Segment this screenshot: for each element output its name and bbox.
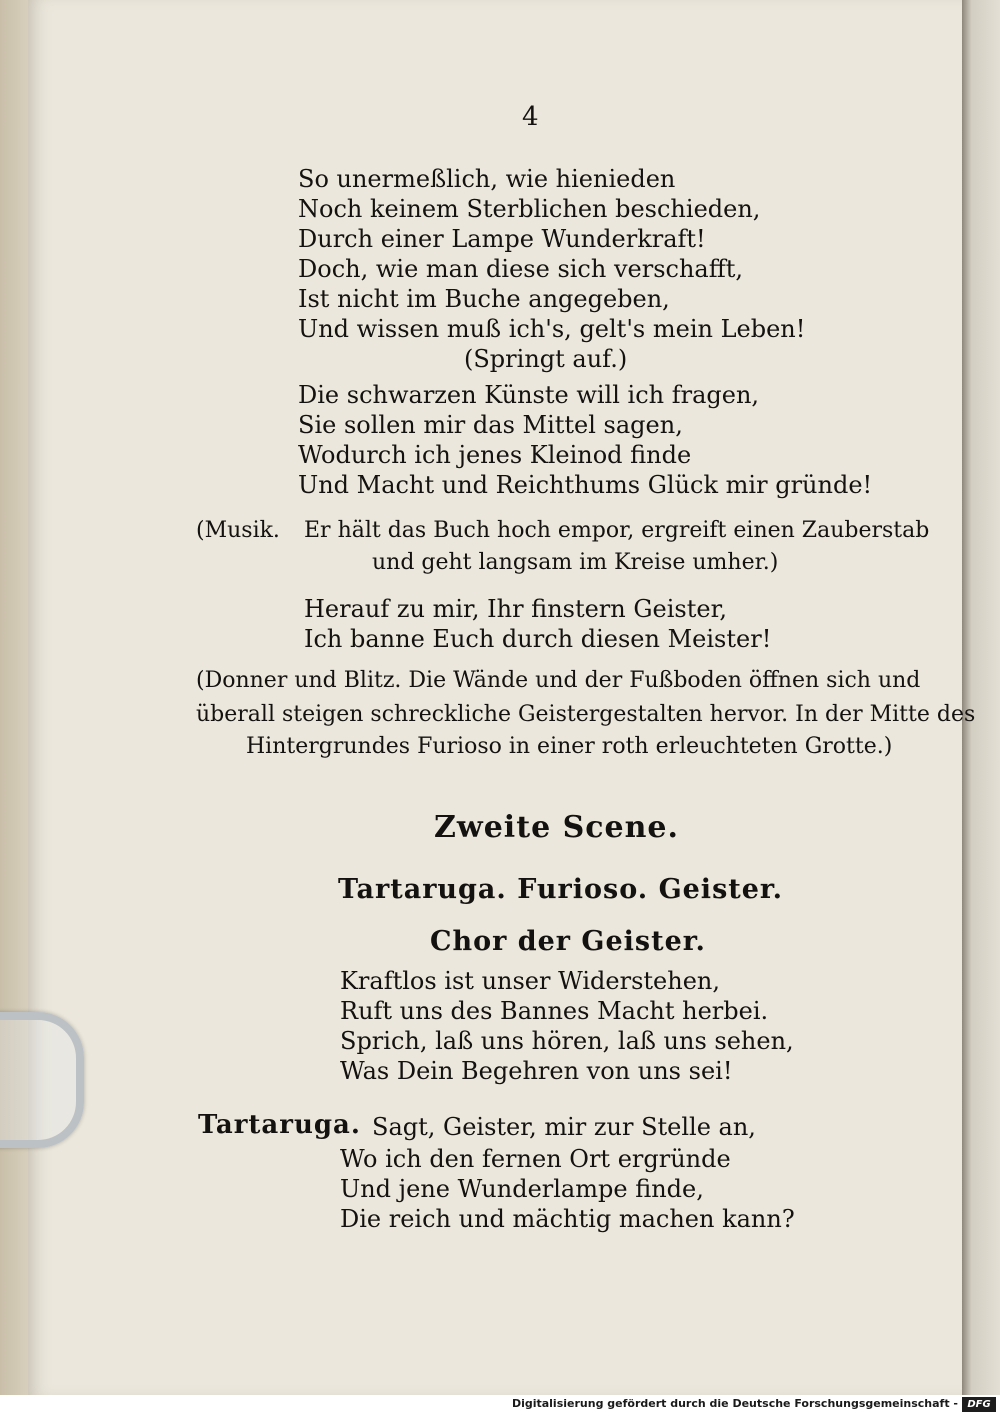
verse-line: Ruft uns des Bannes Macht herbei. [340, 997, 769, 1025]
stage-direction-donner: Hintergrundes Furioso in einer roth erleuchteten Grotte.) [246, 734, 893, 759]
verse-line: Wo ich den fernen Ort ergründe [340, 1145, 731, 1173]
verse-line: So unermeßlich, wie hienieden [298, 165, 676, 193]
verse-line: Und wissen muß ich's, gelt's mein Leben! [298, 315, 806, 343]
footer-credit: Digitalisierung gefördert durch die Deutsche Forschungsgemeinschaft - [511, 1397, 958, 1410]
stage-direction-musik-lead: (Musik. [196, 518, 280, 543]
digitization-footer [0, 1395, 1000, 1416]
stage-direction-musik-line: und geht langsam im Kreise umher.) [372, 550, 779, 575]
verse-block-1 [298, 164, 805, 344]
stage-direction-springt: (Springt auf.) [464, 345, 628, 373]
scene-title: Zweite Scene. [434, 810, 679, 845]
stage-direction-musik-line: Er hält das Buch hoch empor, ergreift einen Zauberstab [304, 518, 930, 543]
chorus-verse [340, 966, 794, 1086]
verse-line: Sie sollen mir das Mittel sagen, [298, 411, 683, 439]
character-list: Tartaruga. Furioso. Geister. [338, 874, 784, 905]
book-right-edge [962, 0, 1000, 1395]
verse-line: Ich banne Euch durch diesen Meister! [304, 625, 772, 653]
verse-line: Herauf zu mir, Ihr finstern Geister, [304, 595, 728, 623]
verse-line: Noch keinem Sterblichen beschieden, [298, 195, 761, 223]
chorus-heading: Chor der Geister. [430, 926, 706, 957]
speaker-name: Tartaruga. [198, 1110, 361, 1140]
verse-line: Und jene Wunderlampe finde, [340, 1175, 704, 1203]
verse-line: Die reich und mächtig machen kann? [340, 1205, 795, 1233]
verse-line: Ist nicht im Buche angegeben, [298, 285, 670, 313]
verse-block-2 [298, 380, 872, 500]
verse-line: Die schwarzen Künste will ich fragen, [298, 381, 760, 409]
page-clip [0, 1012, 84, 1148]
speech-verse [340, 1144, 795, 1234]
verse-line: Kraftlos ist unser Widerstehen, [340, 967, 720, 995]
verse-line: Doch, wie man diese sich verschafft, [298, 255, 744, 283]
verse-block-3 [304, 594, 771, 654]
verse-line: Wodurch ich jenes Kleinod finde [298, 441, 692, 469]
speech-first-line: Sagt, Geister, mir zur Stelle an, [372, 1113, 756, 1141]
verse-line: Und Macht und Reichthums Glück mir gründe! [298, 471, 873, 499]
verse-line: Was Dein Begehren von uns sei! [340, 1057, 733, 1085]
verse-line: Sprich, laß uns hören, laß uns sehen, [340, 1027, 794, 1055]
stage-direction-donner: überall steigen schreckliche Geistergestalten hervor. In der Mitte des [196, 702, 976, 727]
stage-direction-donner: (Donner und Blitz. Die Wände und der Fußboden öffnen sich und [196, 668, 921, 693]
page-number: 4 [522, 102, 539, 132]
verse-line: Durch einer Lampe Wunderkraft! [298, 225, 706, 253]
dfg-logo: DFG [962, 1397, 996, 1412]
